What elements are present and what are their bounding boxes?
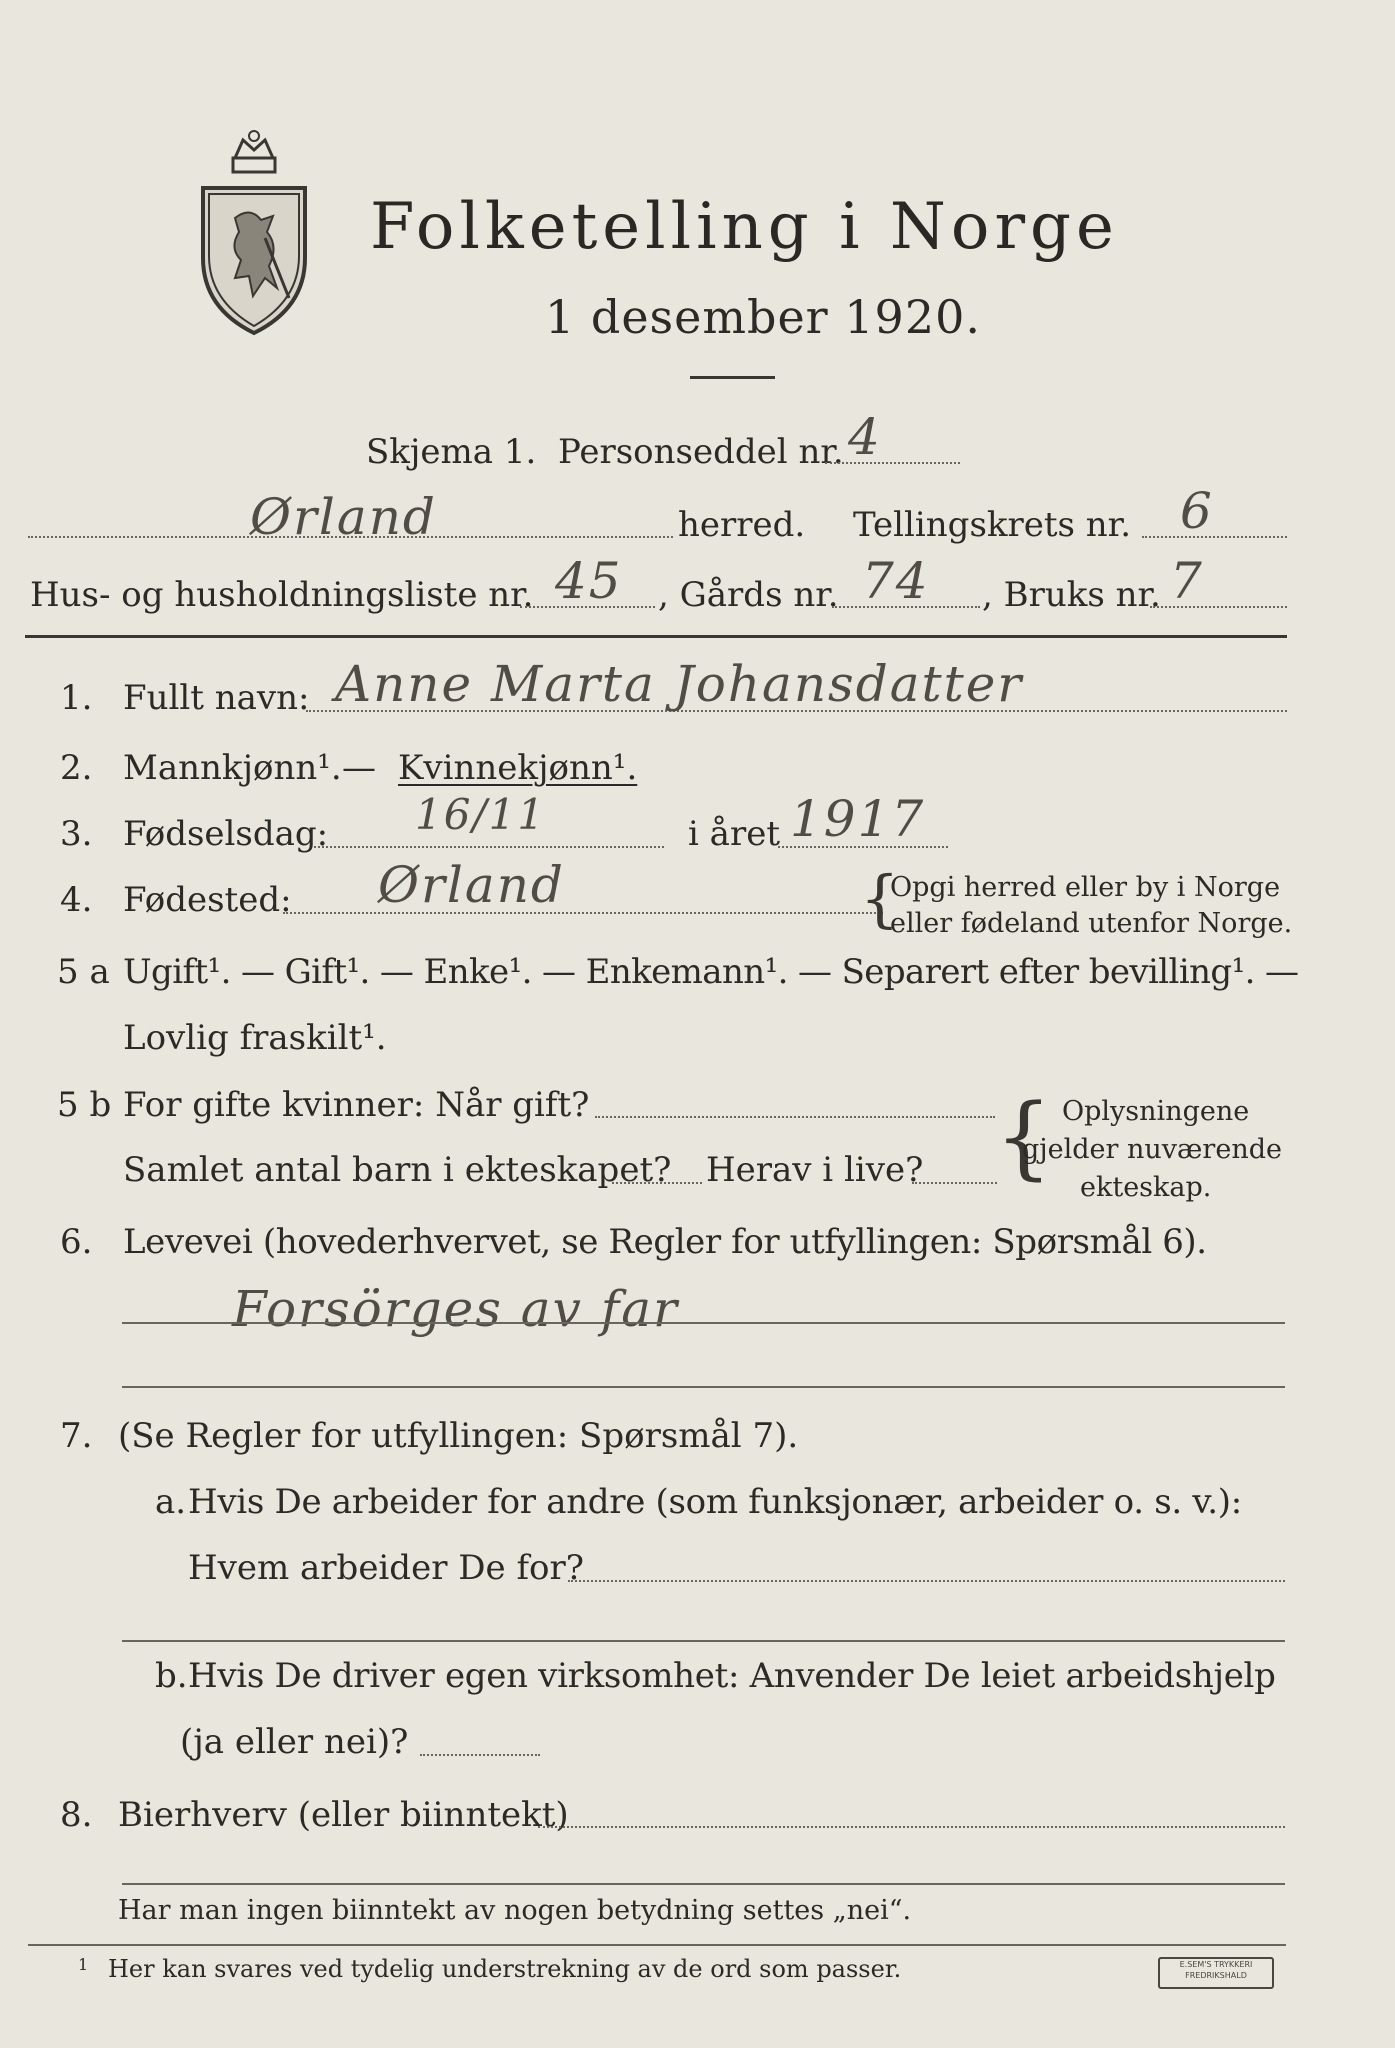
q6-line2	[122, 1386, 1285, 1388]
skjema-label: Skjema 1.	[366, 432, 537, 472]
q8-extra-line	[122, 1883, 1285, 1885]
q3-label: Fødselsdag:	[123, 814, 329, 854]
q2-female-option: Kvinnekjønn¹.	[398, 748, 638, 788]
personseddel-label: Personseddel nr.	[558, 432, 844, 472]
q7a-line1: Hvis De arbeider for andre (som funksjonær, arbeider o. s. v.):	[188, 1482, 1242, 1522]
tellingskrets-line	[1142, 536, 1287, 538]
q2-male-option: Mannkjønn¹.	[123, 748, 342, 788]
q6-number: 6.	[60, 1222, 93, 1262]
q5b-note-line2: gjelder nuværende	[1022, 1134, 1282, 1165]
q6-line1	[122, 1322, 1285, 1324]
q4-brace: {	[860, 862, 900, 935]
q3-value: 16/11	[415, 790, 547, 839]
footnote-mark: 1	[78, 1955, 89, 1974]
q1-number: 1.	[60, 678, 93, 718]
q8-label: Bierhverv (eller biinntekt)	[118, 1795, 569, 1835]
q1-label: Fullt navn:	[123, 678, 310, 718]
footer-note: Har man ingen biinntekt av nogen betydning settes „nei“.	[118, 1895, 912, 1926]
footer-rule	[28, 1944, 1286, 1946]
q5b-brace: {	[995, 1085, 1053, 1190]
q7a-line2: Hvem arbeider De for?	[188, 1548, 584, 1588]
q5b-line1-label: For gifte kvinner: Når gift?	[123, 1085, 590, 1125]
q2-separator: —	[342, 748, 376, 788]
title-divider	[690, 376, 775, 379]
q5b-note-line1: Oplysningene	[1062, 1096, 1250, 1127]
q3-year-label: i året	[688, 814, 780, 854]
norwegian-coat-of-arms-icon	[195, 128, 313, 338]
husliste-label: Hus- og husholdningsliste nr.	[30, 575, 534, 615]
q7a-line	[568, 1580, 1285, 1582]
q7b-line	[420, 1754, 540, 1756]
stamp-line2: FREDRIKSHALD	[1185, 1971, 1247, 1980]
bruks-value: 7	[1170, 552, 1204, 610]
herred-label: herred.	[678, 505, 806, 545]
q7a-extra-line	[122, 1640, 1285, 1642]
q5b-children-line	[612, 1182, 702, 1184]
personseddel-line	[825, 462, 960, 464]
q5a-options-line2: Lovlig fraskilt¹.	[123, 1018, 387, 1058]
q7a-letter: a.	[155, 1482, 187, 1522]
q2-number: 2.	[60, 748, 93, 788]
q6-value: Forsörges av far	[232, 1280, 679, 1338]
q4-line	[283, 912, 883, 914]
personseddel-value: 4	[848, 408, 882, 466]
husliste-value: 45	[555, 552, 623, 610]
herred-value: Ørland	[250, 488, 437, 546]
gards-value: 74	[862, 552, 930, 610]
q5b-number: 5 b	[57, 1085, 112, 1125]
q7b-line2: (ja eller nei)?	[180, 1722, 409, 1762]
q7b-line1: Hvis De driver egen virksomhet: Anvender De leiet arbeidshjelp	[188, 1656, 1276, 1696]
q4-label: Fødested:	[123, 880, 292, 920]
form-title: Folketelling i Norge	[370, 190, 1119, 264]
q4-note-line2: eller fødeland utenfor Norge.	[890, 908, 1293, 939]
q5a-options-line1: Ugift¹. — Gift¹. — Enke¹. — Enkemann¹. — Separert efter bevilling¹. —	[123, 952, 1299, 992]
stamp-line1: E.SEM'S TRYKKERI	[1179, 1960, 1253, 1969]
q5b-alive-line	[912, 1182, 997, 1184]
q4-note-line1: Opgi herred eller by i Norge	[890, 872, 1281, 903]
q7-number: 7.	[60, 1416, 93, 1456]
q6-label: Levevei (hovederhvervet, se Regler for utfyllingen: Spørsmål 6).	[123, 1222, 1207, 1262]
q3-line	[314, 846, 664, 848]
q5b-married-line	[595, 1116, 995, 1118]
printer-stamp	[1158, 1957, 1274, 1989]
q4-number: 4.	[60, 880, 93, 920]
q5b-note-line3: ekteskap.	[1080, 1172, 1212, 1203]
q5a-number: 5 a	[57, 952, 110, 992]
bruks-label: , Bruks nr.	[982, 575, 1161, 615]
q8-number: 8.	[60, 1795, 93, 1835]
header-separator	[25, 635, 1287, 638]
q4-value: Ørland	[378, 856, 565, 914]
q5b-alive-label: Herav i live?	[706, 1150, 924, 1190]
gards-label: , Gårds nr.	[658, 575, 839, 615]
tellingskrets-value: 6	[1180, 482, 1214, 540]
footnote-text: Her kan svares ved tydelig understrekning av de ord som passer.	[108, 1955, 902, 1983]
q1-value: Anne Marta Johansdatter	[335, 655, 1024, 713]
q3-number: 3.	[60, 814, 93, 854]
q3-year-value: 1917	[790, 790, 926, 848]
q8-line	[538, 1826, 1285, 1828]
form-date: 1 desember 1920.	[545, 290, 981, 344]
q7b-letter: b.	[155, 1656, 188, 1696]
q7-label: (Se Regler for utfyllingen: Spørsmål 7).	[118, 1416, 799, 1456]
q5b-children-label: Samlet antal barn i ekteskapet?	[123, 1150, 672, 1190]
tellingskrets-label: Tellingskrets nr.	[853, 505, 1132, 545]
